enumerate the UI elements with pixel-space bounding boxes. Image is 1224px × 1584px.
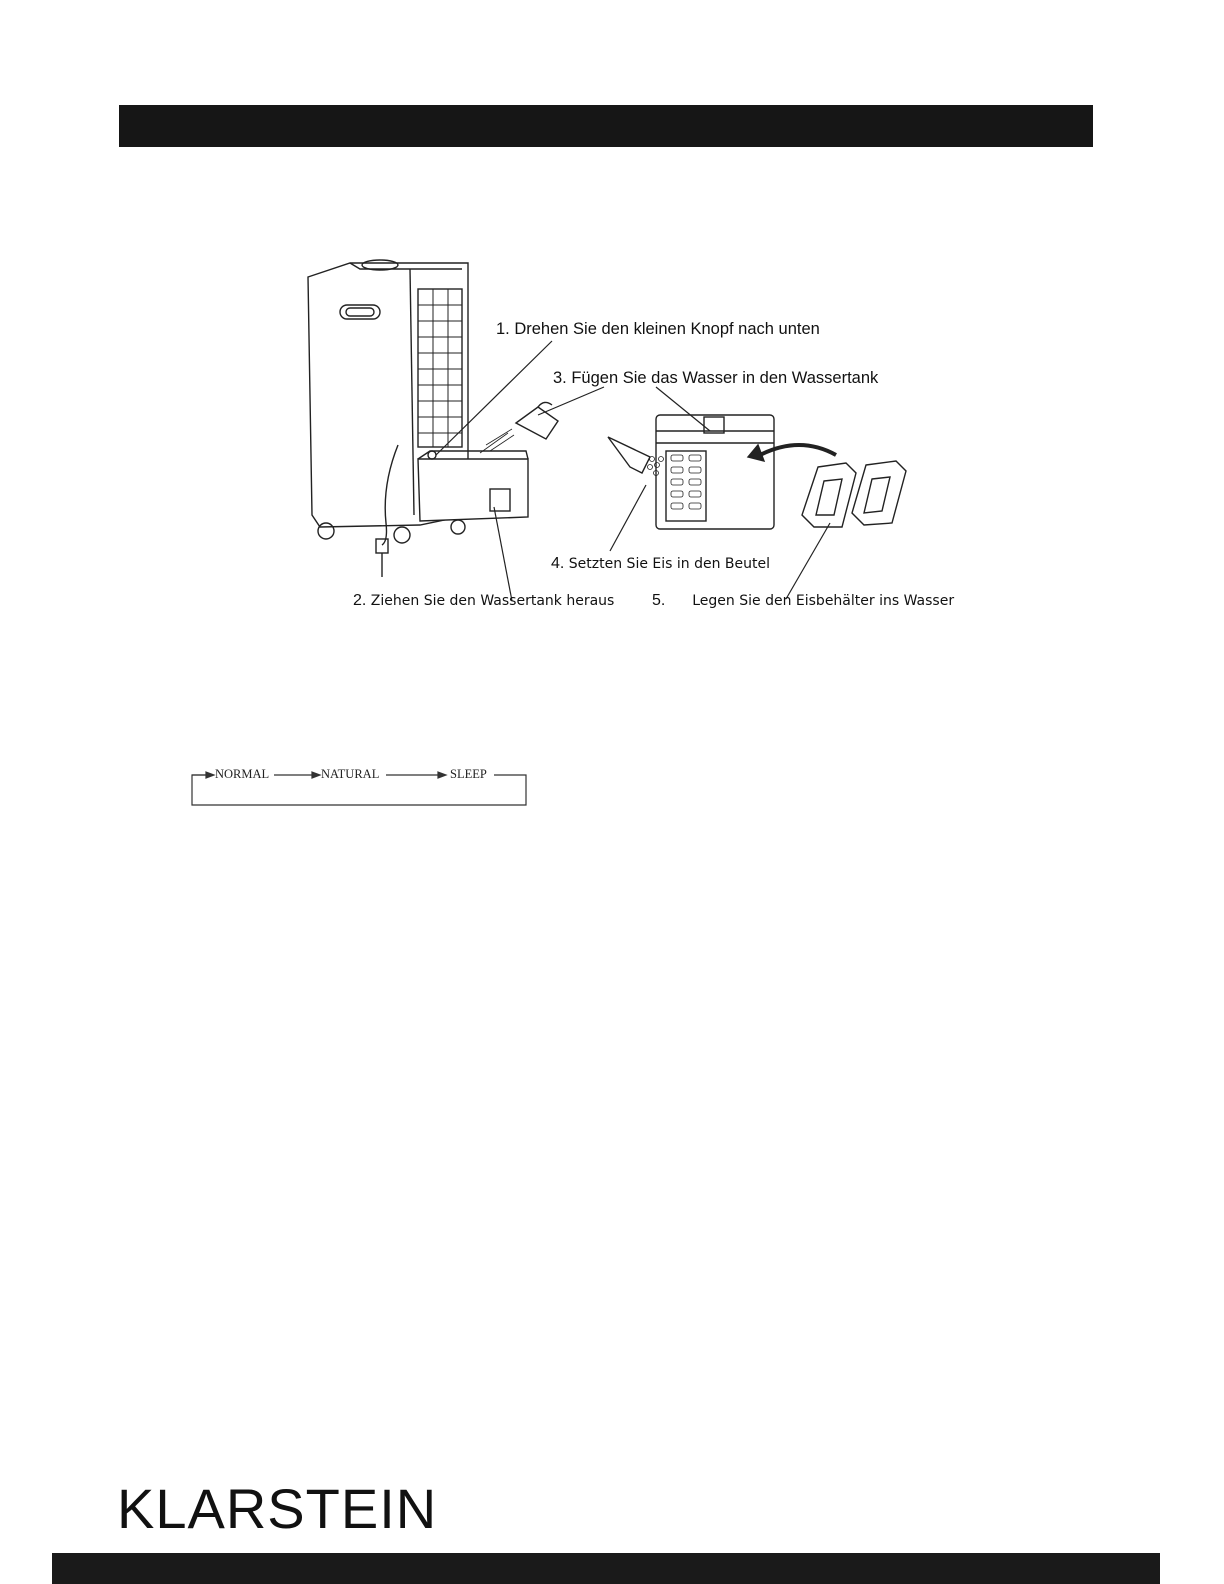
step-4-label — [551, 555, 770, 573]
step-2-label — [353, 592, 614, 610]
step-2-number: 2. — [353, 592, 367, 609]
mode-normal: NORMAL — [215, 767, 270, 781]
tank-top-view-drawing — [608, 415, 836, 529]
ice-packs-drawing — [802, 461, 906, 527]
step-2-text: Ziehen Sie den Wassertank heraus — [370, 593, 615, 609]
step-5-text: Legen Sie den Eisbehälter ins Wasser — [692, 593, 955, 609]
step-5-label — [652, 592, 954, 610]
step-4-text: Setzten Sie Eis in den Beutel — [568, 556, 770, 572]
step-4-number: 4. — [551, 555, 565, 572]
mode-sleep: SLEEP — [450, 767, 487, 781]
step-5-number: 5. — [652, 592, 666, 609]
step-3-label: 3. Fügen Sie das Wasser in den Wassertank — [553, 369, 879, 387]
cooler-unit-drawing — [308, 260, 528, 577]
section-header-bar — [119, 105, 1093, 147]
brand-logo: KLARSTEIN — [117, 1477, 438, 1540]
watering-can-drawing — [480, 402, 558, 453]
mode-natural: NATURAL — [321, 767, 380, 781]
footer-bar — [52, 1553, 1160, 1584]
step-1-label: 1. Drehen Sie den kleinen Knopf nach unten — [496, 320, 820, 338]
